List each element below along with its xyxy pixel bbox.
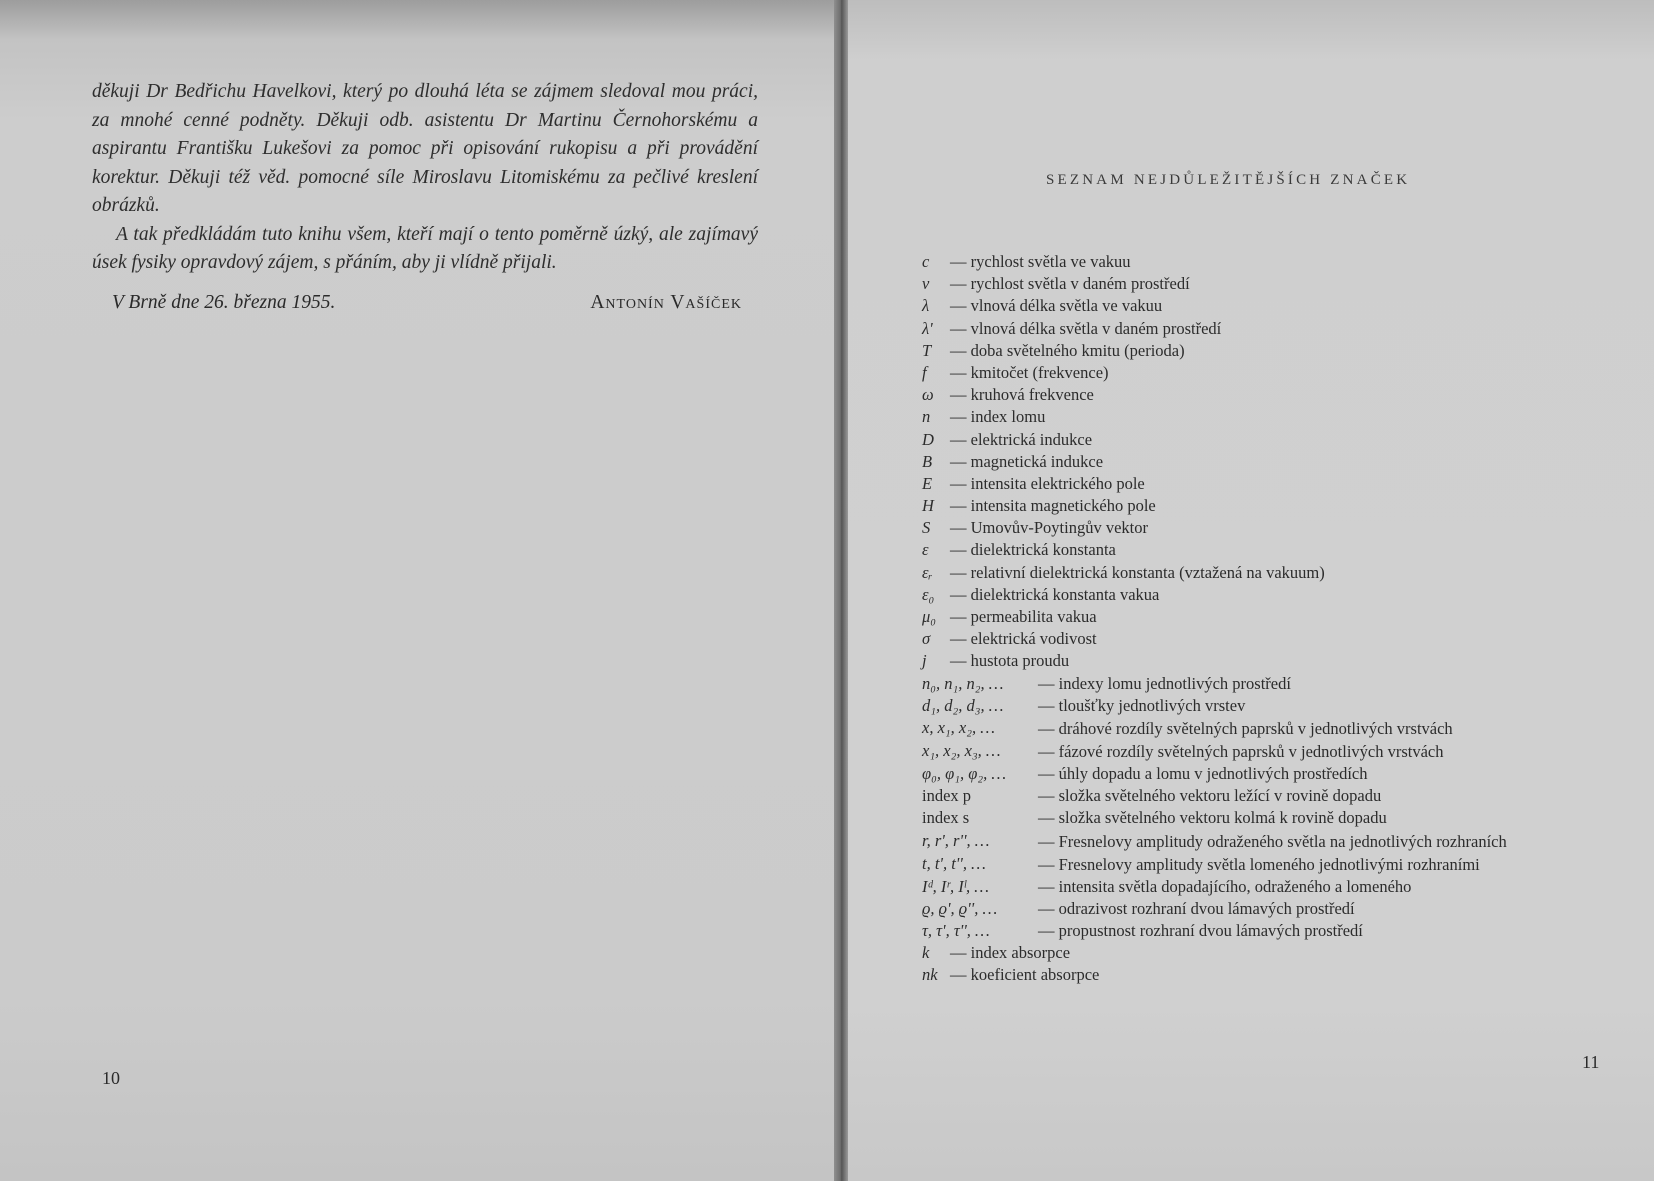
symbol-row (922, 274, 1612, 296)
symbol: B (922, 451, 933, 471)
symbol-description: — intensita magnetického pole (950, 496, 1156, 516)
symbol-description: — index lomu (950, 407, 1046, 427)
symbol: v (922, 274, 930, 294)
symbol: j (922, 651, 927, 671)
symbol-row (922, 385, 1612, 407)
symbol-description: — úhly dopadu a lomu v jednotlivých prostředích (1038, 763, 1368, 783)
symbol-description: — doba světelného kmitu (perioda) (950, 340, 1185, 360)
symbol: d₁, d₂, d₃, … (922, 695, 1004, 715)
symbol-row (922, 474, 1612, 496)
symbol-row (922, 607, 1612, 629)
symbol: φ₀, φ₁, φ₂, … (922, 763, 1007, 783)
symbol: index p (922, 786, 972, 806)
symbol-row (922, 741, 1612, 764)
book-gutter (834, 0, 848, 1181)
symbol: λ (922, 296, 930, 316)
symbol-description: — dielektrická konstanta (950, 540, 1116, 560)
symbol-row (922, 718, 1612, 741)
symbol: c (922, 252, 930, 271)
symbol-row (922, 808, 1612, 830)
symbol: μ₀ (922, 607, 937, 626)
symbol-row (922, 921, 1612, 943)
symbol-description: — rychlost světla ve vakuu (950, 252, 1131, 271)
symbol-row (922, 563, 1612, 585)
symbol: n (922, 407, 931, 427)
symbol-row (922, 252, 1612, 274)
symbol: k (922, 943, 930, 963)
symbol-description: — kruhová frekvence (950, 385, 1094, 405)
symbol-row (922, 831, 1612, 854)
symbol-description: — tloušťky jednotlivých vrstev (1038, 695, 1246, 715)
symbol: nk (922, 965, 938, 985)
symbol-description: — rychlost světla v daném prostředí (950, 274, 1190, 294)
preface-paragraph-1: děkuji Dr Bedřichu Havelkovi, který po dlouhá léta se zájmem sledoval mou práci, za mnohé cenné podněty. Děkuji odb. asistentu Dr Martinu Černohorskému a aspirantu Františku Lukešovi za pomoc při opisování rukopisu a při provádění korektur. Děkuji též věd. pomocné síle Miroslavu Litomiskému za pečlivé kreslení obrázků. (92, 81, 758, 216)
symbol-description: — kmitočet (frekvence) (950, 362, 1109, 382)
symbol-row (922, 629, 1612, 651)
symbol: index s (922, 808, 970, 828)
symbol-description: — dráhové rozdíly světelných paprsků v jednotlivých vrstvách (1038, 718, 1453, 738)
symbol-row (922, 877, 1612, 899)
symbol-description: — elektrická vodivost (950, 629, 1097, 649)
author-name: Antonín Vašíček (590, 292, 742, 313)
symbol-row (922, 430, 1612, 452)
symbol-description: — odrazivost rozhraní dvou lámavých prostředí (1038, 898, 1355, 918)
symbol: H (922, 496, 934, 516)
symbol-description: — koeficient absorpce (950, 965, 1100, 985)
page-number-left: 10 (102, 1068, 120, 1088)
symbol: τ, τ', τ'', … (922, 920, 990, 940)
symbol-row (922, 319, 1612, 341)
symbols-heading: SEZNAM NEJDŮLEŽITĚJŠÍCH ZNAČEK (1046, 172, 1411, 188)
symbol-row (922, 452, 1612, 474)
symbol-description: — index absorpce (950, 943, 1071, 963)
symbol-description: — intensita elektrického pole (950, 473, 1145, 493)
symbol: E (922, 473, 933, 493)
symbol-row (922, 341, 1612, 363)
symbol-row (922, 965, 1612, 987)
symbol-description: — permeabilita vakua (950, 607, 1097, 626)
symbol-description: — složka světelného vektoru ležící v rovině dopadu (1038, 786, 1382, 806)
signature-row (112, 292, 742, 314)
symbol: σ (922, 629, 931, 649)
page-number-right: 11 (1582, 1052, 1600, 1072)
symbol-description: — Fresnelovy amplitudy odraženého světla na jednotlivých rozhraních (1038, 831, 1507, 851)
place-date: V Brně dne 26. března 1955. (112, 292, 336, 313)
symbol-description: — indexy lomu jednotlivých prostředí (1038, 673, 1291, 693)
symbol-row (922, 764, 1612, 786)
symbol-description: — Fresnelovy amplitudy světla lomeného jednotlivými rozhraními (1038, 854, 1480, 874)
symbol: n₀, n₁, n₂, … (922, 673, 1004, 693)
symbol-row (922, 496, 1612, 518)
symbol: ε₀ (922, 584, 935, 604)
symbol: x, x₁, x₂, … (922, 717, 995, 737)
symbol: ε (922, 540, 929, 560)
symbol: ϱ, ϱ', ϱ'', … (922, 898, 998, 918)
symbol-description: — složka světelného vektoru kolmá k rovině dopadu (1038, 808, 1387, 828)
symbol-description: — intensita světla dopadajícího, odraženého a lomeného (1038, 876, 1412, 896)
symbol-row (922, 674, 1612, 696)
symbol: S (922, 518, 931, 538)
symbol-description: — vlnová délka světla ve vakuu (950, 296, 1163, 316)
symbol-row (922, 854, 1612, 877)
preface-paragraph-2: A tak předkládám tuto knihu všem, kteří mají o tento poměrně úzký, ale zajímavý úsek fysiky opravdový zájem, s přáním, aby ji vlídně přijali. (92, 223, 758, 273)
symbol-row (922, 363, 1612, 385)
symbol-description: — Umovův-Poytingův vektor (950, 518, 1148, 538)
symbol-description: — dielektrická konstanta vakua (950, 584, 1160, 604)
symbols-list (922, 252, 1612, 987)
symbol-description: — relativní dielektrická konstanta (vztažená na vakuum) (950, 562, 1325, 582)
symbol-row (922, 518, 1612, 540)
symbol-row (922, 407, 1612, 429)
symbol: t, t', t'', … (922, 853, 986, 873)
symbol-row (922, 943, 1612, 965)
symbol: D (922, 429, 934, 449)
symbol-description: — hustota proudu (950, 651, 1070, 671)
symbol: εᵣ (922, 562, 933, 582)
symbol-description: — fázové rozdíly světelných paprsků v jednotlivých vrstvách (1038, 741, 1444, 761)
symbol: Iᵈ, Iʳ, Iˡ, … (922, 876, 989, 896)
symbol-description: — elektrická indukce (950, 429, 1093, 449)
symbol-row (922, 585, 1612, 607)
symbol-row (922, 651, 1612, 673)
symbol: T (922, 340, 932, 360)
symbol: ω (922, 385, 934, 405)
symbol-row (922, 696, 1612, 718)
symbol: f (922, 362, 927, 382)
preface-text (92, 78, 758, 278)
symbol: λ' (922, 318, 933, 338)
symbol-row (922, 540, 1612, 562)
symbol-description: — vlnová délka světla v daném prostředí (950, 318, 1222, 338)
symbol-row (922, 786, 1612, 808)
symbol-row (922, 899, 1612, 921)
symbol-row (922, 296, 1612, 318)
symbol-description: — magnetická indukce (950, 451, 1104, 471)
symbol-description: — propustnost rozhraní dvou lámavých prostředí (1038, 920, 1363, 940)
symbol: r, r', r'', … (922, 830, 990, 850)
symbol: x₁, x₂, x₃, … (922, 740, 1001, 760)
